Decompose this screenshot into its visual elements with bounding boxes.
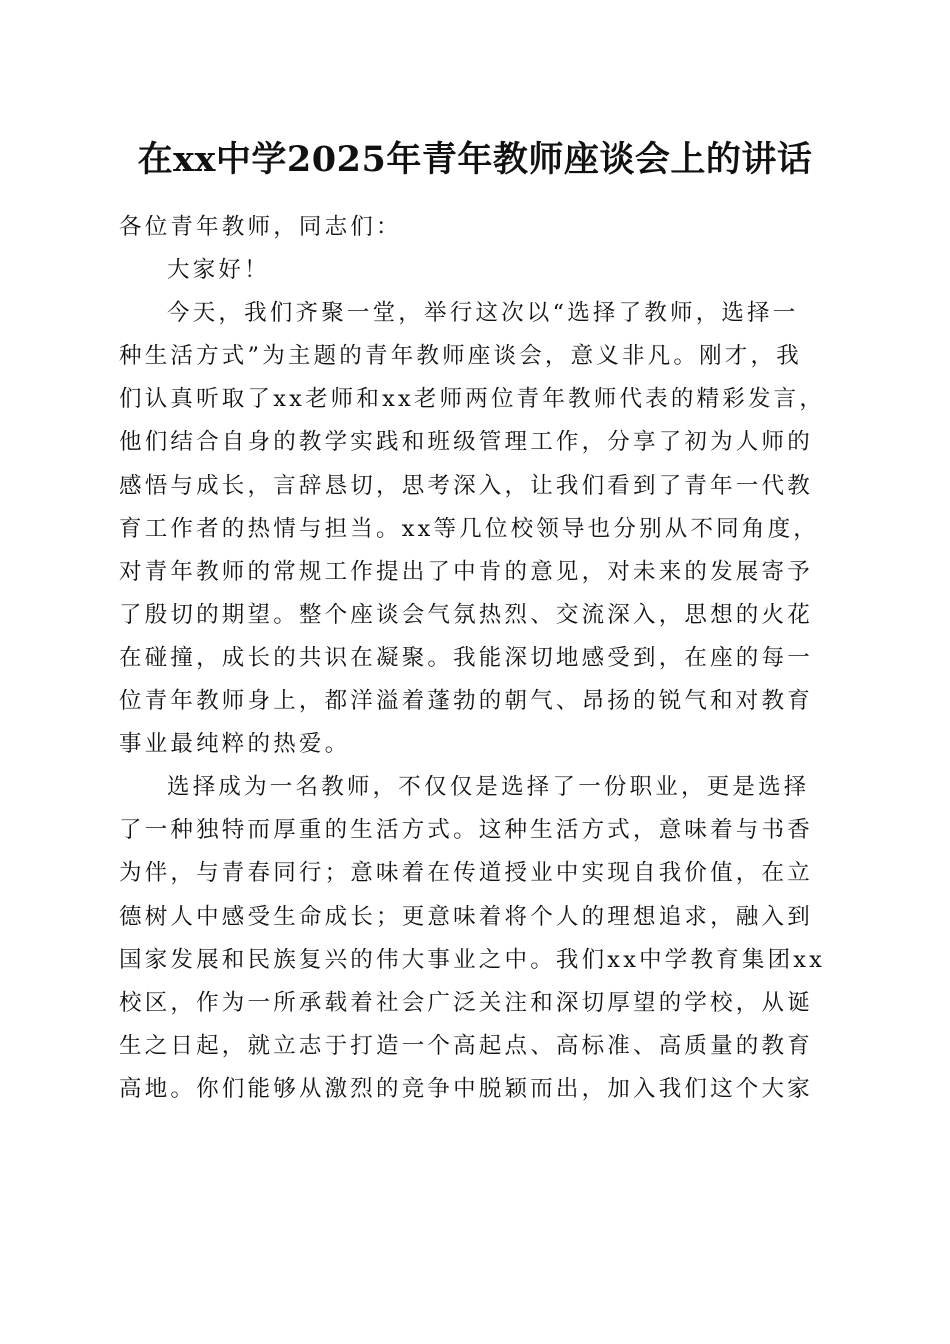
text-line: 生之日起，就立志于打造一个高起点、高标准、高质量的教育 <box>119 1032 813 1059</box>
text-line: 位青年教师身上，都洋溢着蓬勃的朝气、昂扬的锐气和对教育 <box>119 688 813 715</box>
text-line: 各位青年教师，同志们： <box>119 214 402 240</box>
text-line: 事业最纯粹的热爱。 <box>119 731 351 758</box>
text-line: 育工作者的热情与担当。xx等几位校领导也分别从不同角度， <box>119 515 819 542</box>
text-line: 种生活方式”为主题的青年教师座谈会，意义非凡。刚才，我 <box>119 343 802 370</box>
text-line: 今天，我们齐聚一堂，举行这次以“选择了教师，选择一 <box>167 300 799 327</box>
text-line: 感悟与成长，言辞恳切，思考深入，让我们看到了青年一代教 <box>119 472 813 499</box>
text-line: 校区，作为一所承载着社会广泛关注和深切厚望的学校，从诞 <box>119 989 813 1016</box>
text-line: 为伴，与青春同行；意味着在传道授业中实现自我价值，在立 <box>119 860 813 887</box>
text-line: 们认真听取了xx老师和xx老师两位青年教师代表的精彩发言， <box>119 386 826 413</box>
text-line: 对青年教师的常规工作提出了中肯的意见，对未来的发展寄予 <box>119 558 813 585</box>
text-line: 选择成为一名教师，不仅仅是选择了一份职业，更是选择 <box>167 774 810 801</box>
text-line: 高地。你们能够从激烈的竞争中脱颖而出，加入我们这个大家 <box>119 1075 813 1102</box>
document-title: 在xx中学2025年青年教师座谈会上的讲话 <box>137 139 813 180</box>
text-line: 国家发展和民族复兴的伟大事业之中。我们xx中学教育集团xx <box>119 946 826 973</box>
text-line: 在碰撞，成长的共识在凝聚。我能深切地感受到，在座的每一 <box>119 644 813 671</box>
text-line: 德树人中感受生命成长；更意味着将个人的理想追求，融入到 <box>119 903 813 930</box>
text-line: 大家好！ <box>167 257 270 284</box>
text-line: 了殷切的期望。整个座谈会气氛热烈、交流深入，思想的火花 <box>119 601 813 628</box>
document-body <box>119 206 831 1111</box>
text-line: 他们结合自身的教学实践和班级管理工作，分享了初为人师的 <box>119 429 813 456</box>
text-line: 了一种独特而厚重的生活方式。这种生活方式，意味着与书香 <box>119 817 813 844</box>
